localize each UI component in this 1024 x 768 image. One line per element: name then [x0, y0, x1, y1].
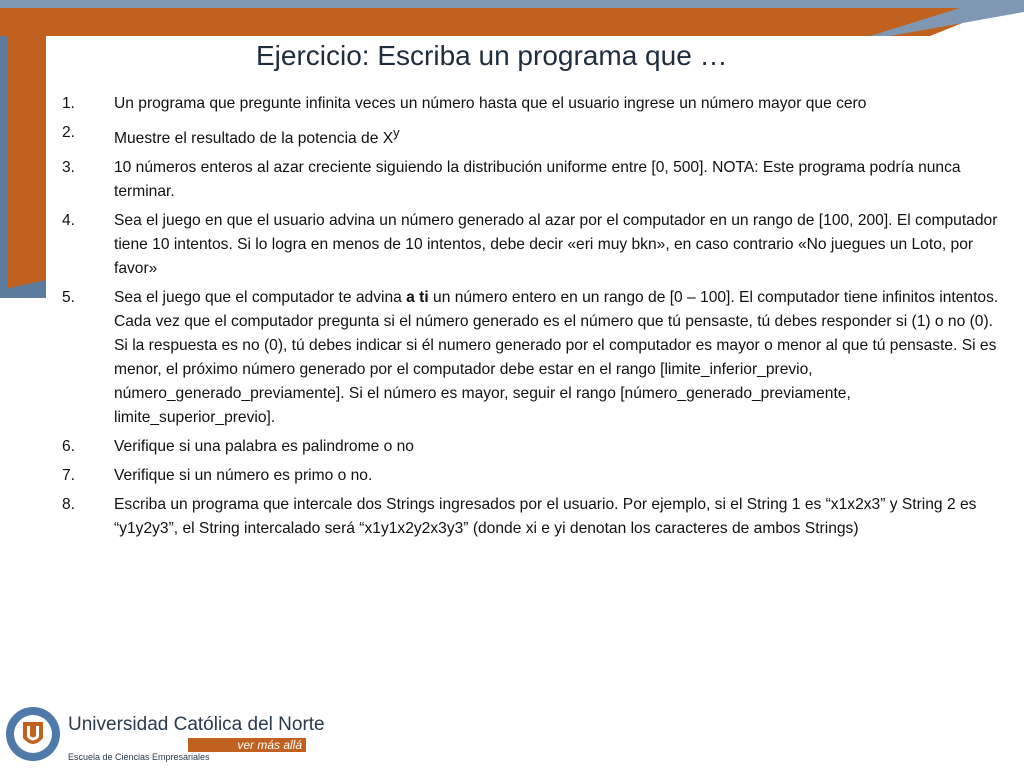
list-item	[62, 121, 1002, 151]
list-item	[62, 92, 1002, 116]
list-item-text: Escriba un programa que intercale dos Strings ingresados por el usuario. Por ejemplo, si el String 1 es “x1x2x3” y String 2 es “y1y2y3”, el String intercalado será “x1y1x2y2x3y3” (donde xi e yi denotan los caracteres de ambos Strings)	[114, 496, 977, 538]
list-item	[62, 435, 1002, 459]
list-item-text: 10 números enteros al azar creciente siguiendo la distribución uniforme entre [0, 500]. NOTA: Este programa podría nunca terminar.	[114, 159, 961, 201]
tagline: ver más allá	[188, 738, 306, 752]
list-item	[62, 156, 1002, 204]
list-item	[62, 464, 1002, 488]
list-item-number: 3.	[62, 159, 76, 177]
list-item-number: 7.	[62, 467, 76, 485]
list-item-text: Muestre el resultado de la potencia de $X^y$	[114, 125, 400, 148]
list-item-number: 1.	[62, 95, 76, 112]
list-item	[62, 493, 1002, 541]
slide-title: Ejercicio: Escriba un programa que …	[256, 40, 728, 71]
list-item-text: Sea el juego en que el usuario advina un número generado al azar por el computador en un rango de [100, 200]. El computador tiene 10 intentos. Si lo logra en menos de 10 intentos, debe decir «eri muy bkn», en caso contrario «No juegues un Loto, por favor»	[114, 212, 998, 278]
list-item-text: Verifique si un número es primo o no.	[114, 467, 373, 485]
list-item-number: 2.	[62, 124, 76, 141]
list-item-text: Un programa que pregunte infinita veces un número hasta que el usuario ingrese un número mayor que cero	[114, 95, 867, 112]
list-item	[62, 209, 1002, 281]
list-item	[62, 286, 1002, 430]
list-item-text: Verifique si una palabra es palindrome o no	[114, 438, 414, 456]
list-item-number: 6.	[62, 438, 76, 456]
footer-logo	[0, 700, 325, 768]
exercise-list	[62, 92, 1002, 546]
list-item-number: 5.	[62, 289, 76, 307]
university-name: Universidad Católica del Norte	[68, 714, 325, 735]
school-name: Escuela de Ciencias Empresariales	[68, 752, 210, 762]
university-crest-icon	[4, 704, 62, 764]
list-item-number: 8.	[62, 496, 76, 514]
list-item-number: 4.	[62, 212, 76, 230]
list-item-text: Sea el juego que el computador te advina a ti un número entero en un rango de [0 – 100]. El computador tiene infinitos intentos. Cada vez que el computador pregunta si el número generado es el número que tú pensaste, tú debes responder si (1) o no (0). Si la respuesta es no (0), tú debes indicar si él numero generado por el computador es mayor o menor al que tú pensaste. Si es menor, el próximo número generado por el computador debe estar en el rango [limite_inferior_previo, número_generado_previamente]. Si el número es mayor, seguir el rango [número_generado_previamente, limite_superior_previo].	[114, 289, 999, 427]
